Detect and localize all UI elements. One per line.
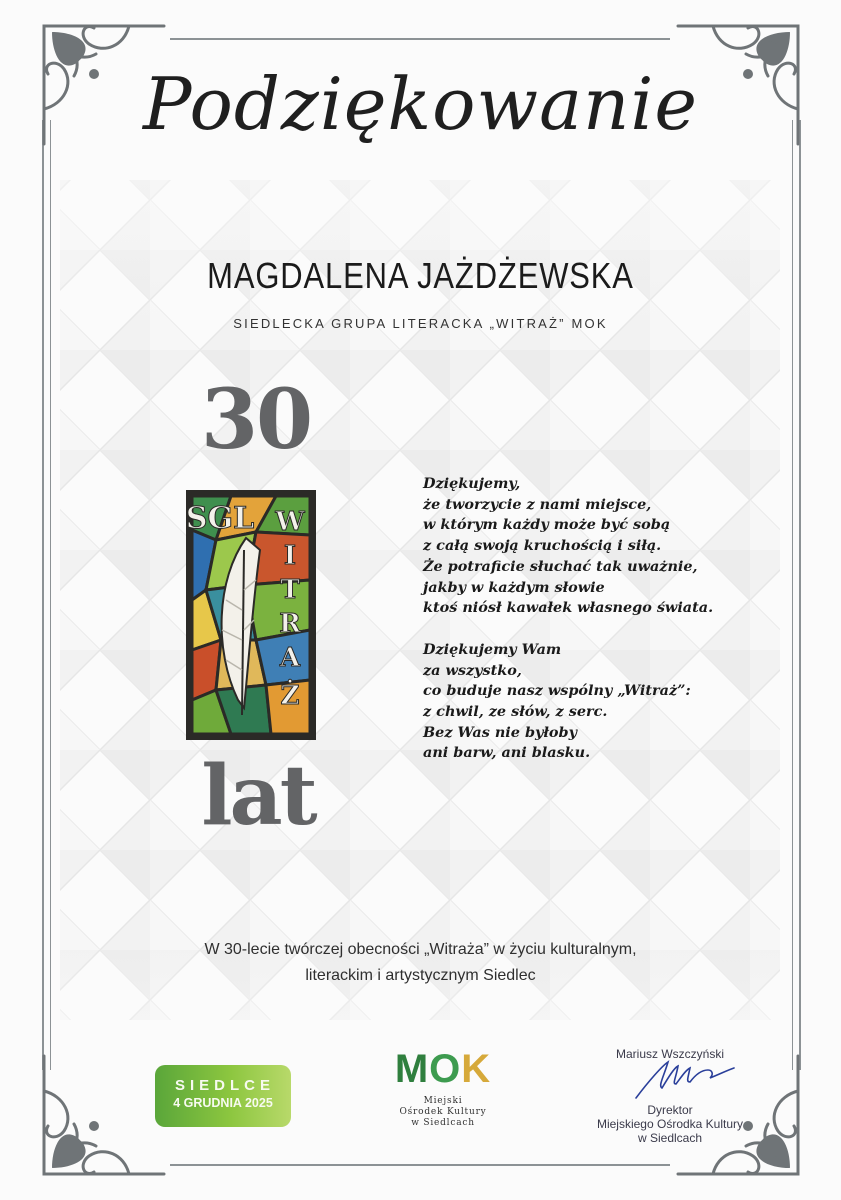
signatory-role-line-2: Miejskiego Ośrodka Kultury — [596, 1117, 744, 1131]
poem-line: Że potraficie słuchać tak uważnie, — [423, 557, 698, 575]
frame-left-inner-line — [50, 120, 51, 1070]
logo-letter: R — [279, 609, 301, 639]
poem-line: Dziękujemy Wam — [423, 640, 562, 658]
mok-line-2: Ośrodek Kultury — [399, 1107, 487, 1117]
recipient-name: MAGDALENA JAŻDŻEWSKA — [207, 255, 634, 296]
frame-right-inner-line — [792, 120, 793, 1070]
mok-logo — [373, 1046, 513, 1129]
mok-full-name — [373, 1096, 513, 1129]
badge-city: SIEDLCE — [174, 1077, 275, 1094]
handwritten-signature — [628, 1052, 738, 1102]
poem-line: w którym każdy może być sobą — [423, 516, 671, 534]
poem-line: Bez Was nie byłoby — [423, 723, 577, 741]
thank-you-poem — [423, 474, 763, 764]
frame-top-line — [170, 38, 670, 40]
logo-letter: Ż — [280, 681, 300, 711]
poem-line: z całą swoją kruchością i siłą. — [423, 537, 662, 555]
frame-right-outer-line — [799, 120, 801, 1070]
poem-line: ktoś niósł kawałek własnego świata. — [423, 599, 714, 617]
poem-line: Dziękujemy, — [423, 475, 521, 492]
mok-logo-letters: MOK — [394, 1047, 492, 1091]
signatory-name: Mariusz Wszczyński — [615, 1047, 724, 1061]
recipient-group: SIEDLECKA GRUPA LITERACKA „WITRAŻ” MOK — [233, 316, 608, 331]
signatory-role-line-1: Dyrektor — [647, 1103, 693, 1117]
poem-line: że tworzycie z nami miejsce, — [423, 495, 652, 513]
dedication-line-2: literackim i artystycznym Siedlec — [305, 967, 536, 984]
logo-letter: A — [279, 643, 301, 673]
poem-line: za wszystko, — [423, 661, 522, 679]
mok-line-1: Miejski — [423, 1096, 463, 1106]
signatory-role-line-3: w Siedlcach — [637, 1131, 703, 1145]
poem-line: co buduje nasz wspólny „Witraż”: — [423, 682, 691, 700]
witraz-stained-glass-logo — [186, 490, 316, 740]
poem-line: z chwil, ze słów, z serc. — [423, 703, 608, 721]
event-date-badge — [155, 1065, 291, 1127]
anniversary-unit: lat — [201, 748, 315, 844]
frame-left-outer-line — [42, 120, 44, 1070]
logo-letter: I — [283, 541, 297, 571]
logo-letter: W — [275, 507, 305, 537]
frame-bottom-line — [170, 1164, 670, 1166]
badge-date: 4 GRUDNIA 2025 — [173, 1096, 273, 1110]
dedication-line-1: W 30-lecie twórczej obecności „Witraża” w życiu kulturalnym, — [204, 941, 637, 958]
dedication-text — [0, 937, 841, 989]
anniversary-number: 30 — [200, 372, 312, 468]
mok-line-3: w Siedlcach — [411, 1118, 475, 1128]
logo-initials: SGL — [186, 501, 255, 536]
poem-line: jakby w każdym słowie — [423, 578, 605, 596]
logo-letter: T — [280, 575, 300, 605]
certificate-title: Podziękowanie — [142, 62, 699, 146]
signatory-role — [570, 1103, 770, 1145]
poem-line: ani barw, ani blasku. — [423, 744, 591, 762]
corner-ornament-bottom-left — [34, 1046, 174, 1186]
